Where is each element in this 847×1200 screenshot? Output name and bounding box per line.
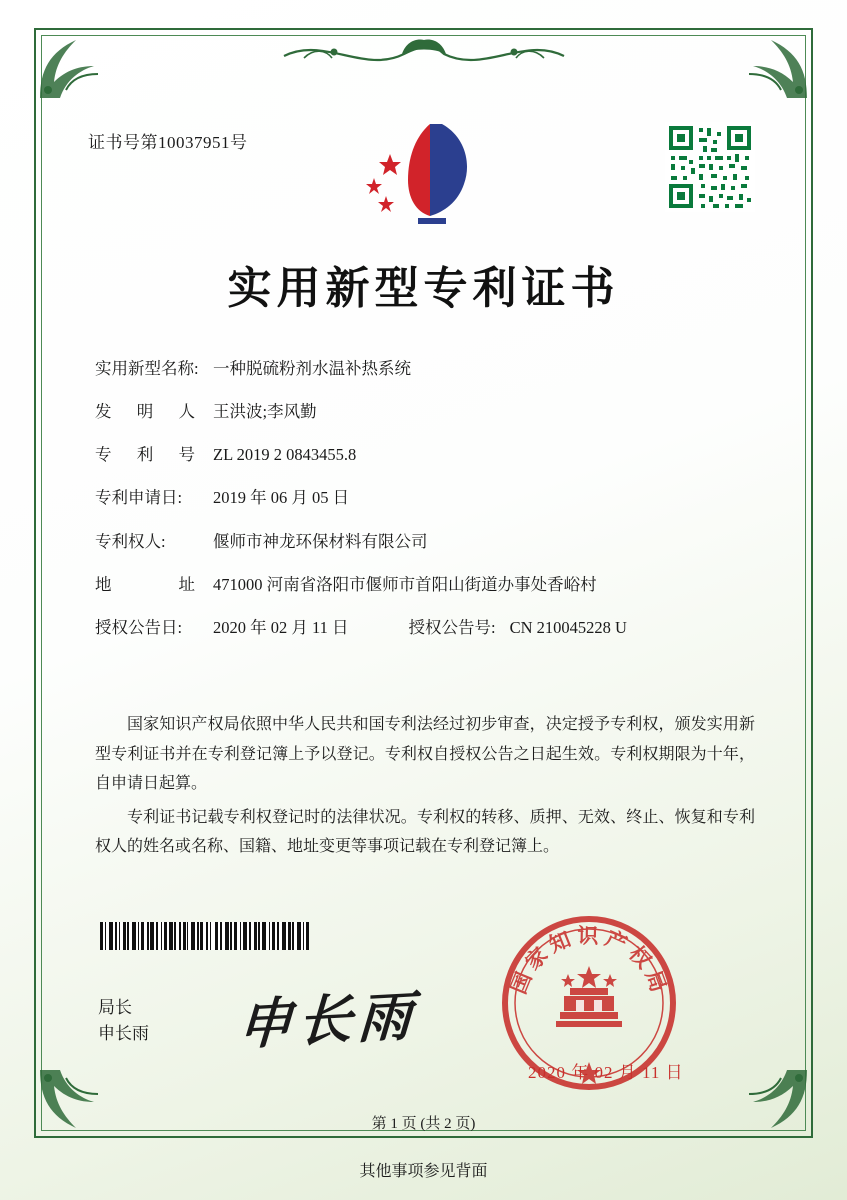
field-row-grant-announcement [95,619,755,637]
legal-text [95,710,755,866]
certificate-number: 证书号第10037951号 [88,133,248,152]
field-row-address [95,576,755,594]
top-vine-ornament-icon [274,30,574,78]
field-row-patentee [95,533,755,551]
page-title: 实用新型专利证书 [227,263,620,314]
field-value-secondary: CN 210045228 U [509,617,627,637]
field-row-name [95,360,755,378]
qr-code-icon [665,122,755,212]
barcode-icon [100,922,322,950]
field-label-secondary: 授权公告号: [408,617,496,637]
field-value: 471000 河南省洛阳市偃师市首阳山街道办事处香峪村 [213,574,597,594]
field-label: 专利申请日: [95,488,183,508]
field-label: 地址 [95,574,195,594]
field-label: 实用新型名称: [95,359,199,378]
field-value: 一种脱硫粉剂水温补热系统 [213,359,411,378]
director-name: 申长雨 [98,1024,149,1044]
cnipa-logo-icon [360,118,490,230]
svg-text:国家知识产权局: 国家知识产权局 [505,922,674,1000]
page-indicator: 第 1 页 (共 2 页) [371,1116,476,1132]
field-value: 偃师市神龙环保材料有限公司 [213,531,428,551]
field-label: 专利号 [95,445,195,465]
field-row-patent-number [95,446,755,464]
field-value: ZL 2019 2 0843455.8 [213,445,357,465]
field-value: 王洪波;李风勤 [213,402,317,422]
paragraph-1: 国家知识产权局依照中华人民共和国专利法经过初步审查，决定授予专利权，颁发实用新型专利证书并在专利登记簿上予以登记。专利权自授权公告之日起生效。专利权期限为十年，自申请日起算。 [95,716,755,793]
field-row-application-date [95,489,755,507]
seal-date: 2020 年 02 月 11 日 [528,1063,684,1082]
field-value: 2019 年 06 月 05 日 [213,488,350,508]
certificate-fields [95,360,755,662]
field-label: 专利权人: [95,531,166,551]
signature-block [98,995,149,1048]
director-title: 局长 [98,998,132,1017]
field-label: 发明人 [95,402,195,422]
field-label: 授权公告日: [95,617,183,637]
handwritten-signature: 申长雨 [236,983,420,1057]
paragraph-2: 专利证书记载专利权登记时的法律状况。专利权的转移、质押、无效、终止、恢复和专利权人的姓名或名称、国籍、地址变更等事项记载在专利登记簿上。 [95,808,755,856]
back-page-note: 其他事项参见背面 [359,1163,488,1180]
field-value: 2020 年 02 月 11 日 [213,617,349,637]
field-row-inventor [95,403,755,421]
